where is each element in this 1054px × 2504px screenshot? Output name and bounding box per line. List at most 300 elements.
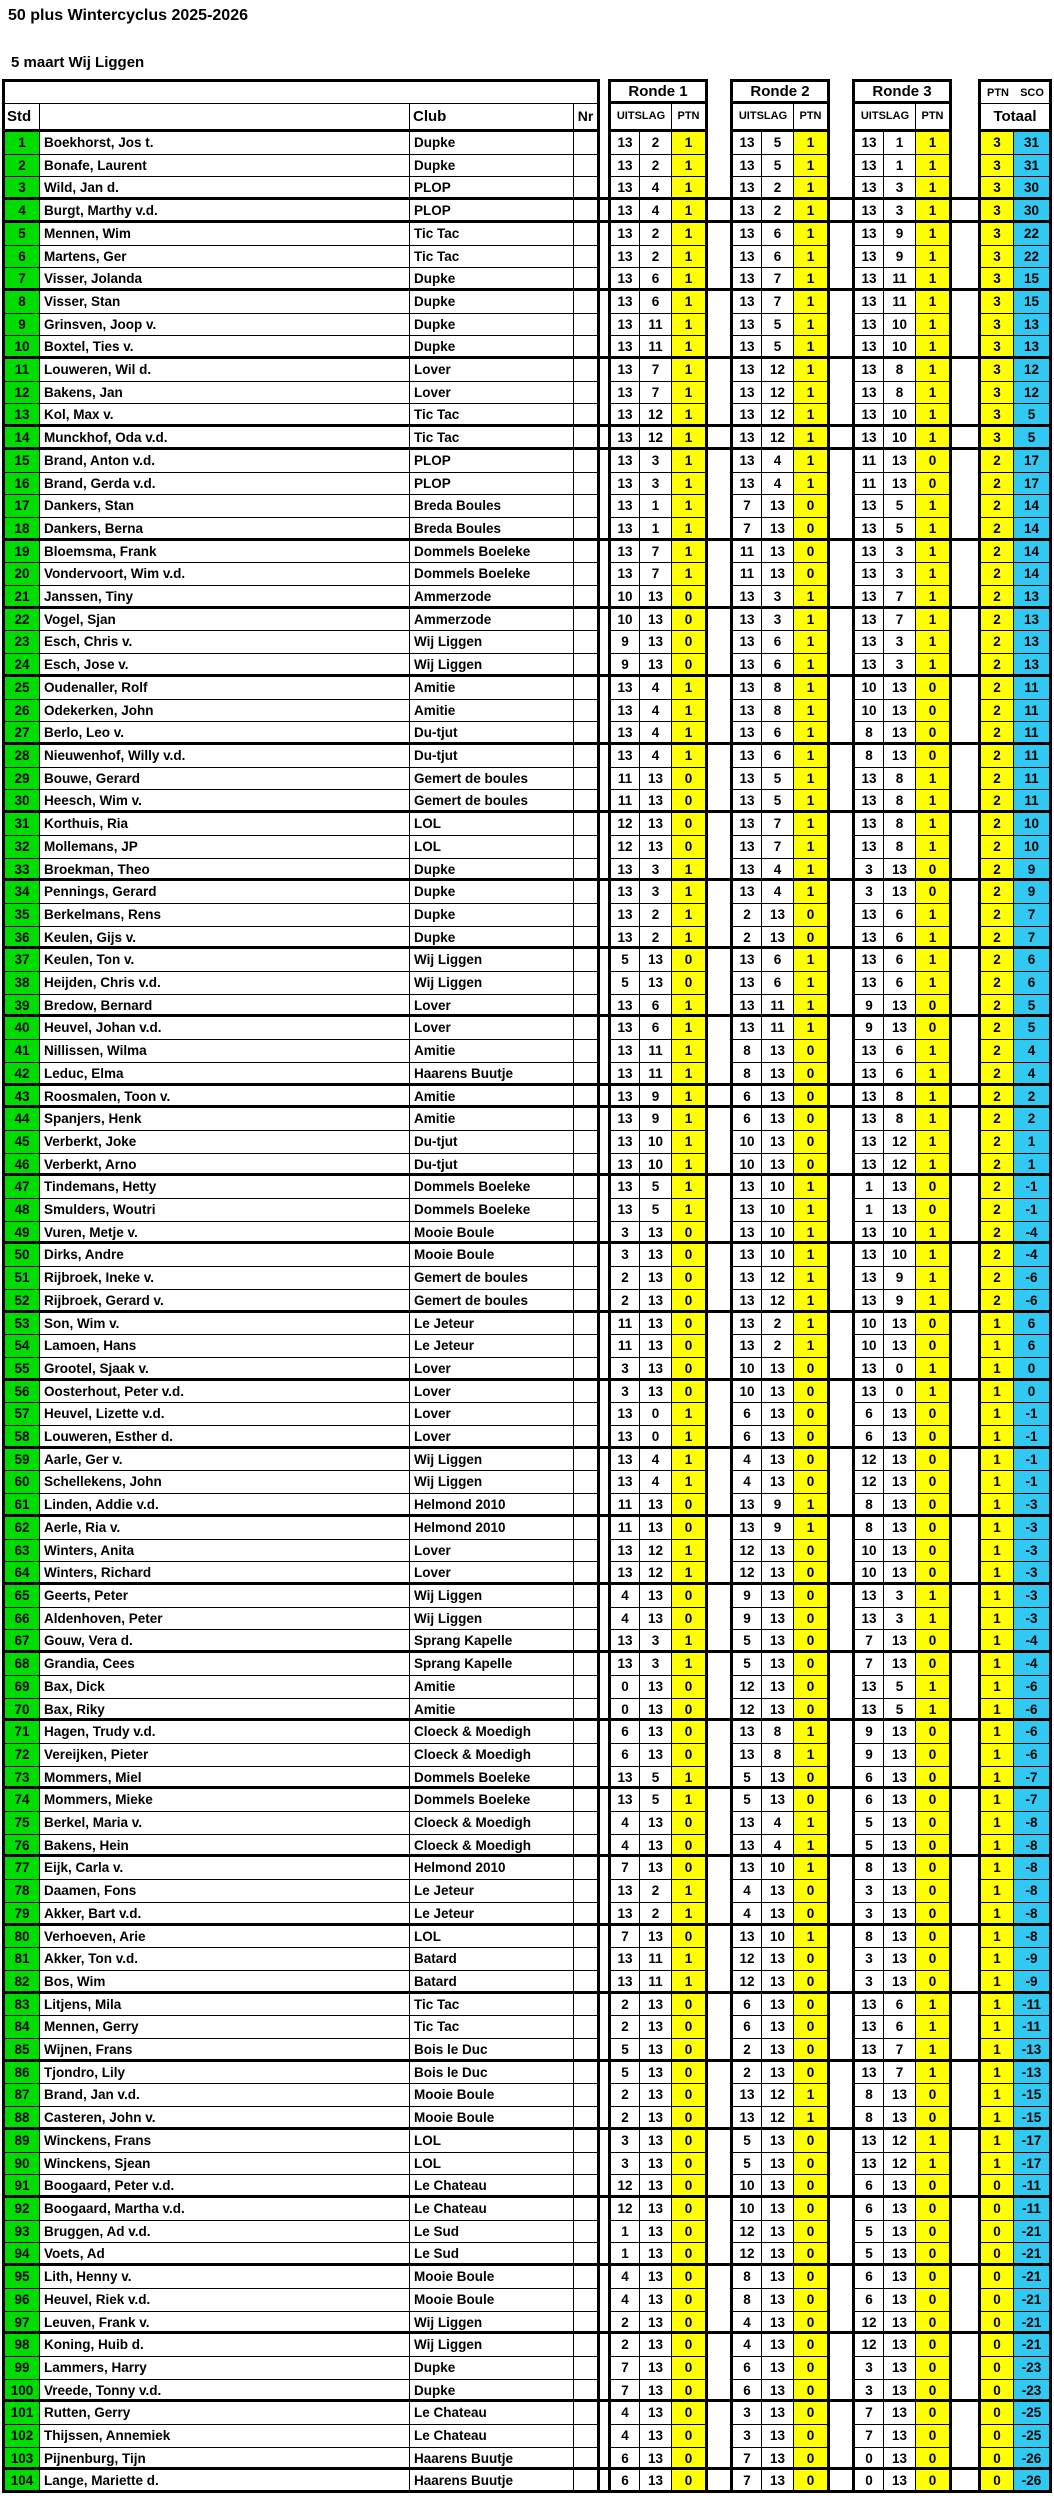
round1-uitslag-against-cell: 13 bbox=[640, 2312, 672, 2335]
round1-ptn-cell: 1 bbox=[672, 200, 708, 223]
round1-uitslag-against-cell: 13 bbox=[640, 1290, 672, 1313]
round2-uitslag-for-cell: 5 bbox=[730, 1653, 762, 1676]
round1-uitslag-for-cell: 13 bbox=[608, 155, 640, 178]
round3-uitslag-against-cell: 7 bbox=[884, 586, 916, 609]
nr-cell bbox=[574, 1676, 600, 1699]
round1-uitslag-for-cell: 5 bbox=[608, 2062, 640, 2085]
player-name-cell: Mollemans, JP bbox=[40, 836, 410, 859]
club-cell: Sprang Kapelle bbox=[410, 1653, 574, 1676]
round2-ptn-cell: 0 bbox=[794, 1971, 830, 1994]
table-row bbox=[2, 1494, 1054, 1517]
round2-ptn-cell: 0 bbox=[794, 904, 830, 927]
gap bbox=[830, 881, 852, 904]
round3-ptn-cell: 1 bbox=[916, 949, 952, 972]
round1-uitslag-against-cell: 4 bbox=[640, 1471, 672, 1494]
totaal-ptn-cell: 0 bbox=[978, 2357, 1014, 2380]
round1-uitslag-against-cell: 13 bbox=[640, 609, 672, 632]
round3-uitslag-against-cell: 3 bbox=[884, 631, 916, 654]
gap bbox=[600, 2084, 608, 2107]
round2-uitslag-against-cell: 6 bbox=[762, 654, 794, 677]
round3-ptn-cell: 0 bbox=[916, 1517, 952, 1540]
club-cell: Dupke bbox=[410, 314, 574, 337]
gap bbox=[600, 2062, 608, 2085]
round3-uitslag-against-cell: 8 bbox=[884, 1108, 916, 1131]
round2-uitslag-for-cell: 13 bbox=[730, 995, 762, 1018]
player-name-cell: Visser, Stan bbox=[40, 291, 410, 314]
round3-ptn-cell: 0 bbox=[916, 1971, 952, 1994]
totaal-ptn-cell: 1 bbox=[978, 2039, 1014, 2062]
round1-ptn-cell: 0 bbox=[672, 1267, 708, 1290]
gap bbox=[952, 859, 978, 882]
round1-uitslag-for-cell: 13 bbox=[608, 700, 640, 723]
gap bbox=[708, 1222, 730, 1245]
totaal-sco-cell: 10 bbox=[1014, 813, 1052, 836]
round3-uitslag-against-cell: 3 bbox=[884, 541, 916, 564]
club-cell: Dupke bbox=[410, 155, 574, 178]
round3-uitslag-for-cell: 10 bbox=[852, 1562, 884, 1585]
round1-uitslag-against-cell: 13 bbox=[640, 813, 672, 836]
gap bbox=[830, 1789, 852, 1812]
club-cell: Mooie Boule bbox=[410, 2107, 574, 2130]
club-cell: Lover bbox=[410, 1381, 574, 1404]
rank-cell: 47 bbox=[2, 1176, 40, 1199]
nr-cell bbox=[574, 1926, 600, 1949]
gap bbox=[600, 2266, 608, 2289]
round2-uitslag-against-cell: 2 bbox=[762, 200, 794, 223]
round3-ptn-cell: 1 bbox=[916, 2039, 952, 2062]
club-cell: LOL bbox=[410, 2153, 574, 2176]
round2-uitslag-for-cell: 4 bbox=[730, 2312, 762, 2335]
round1-ptn-cell: 1 bbox=[672, 473, 708, 496]
header-std: Std bbox=[2, 104, 40, 132]
totaal-ptn-cell: 2 bbox=[978, 1063, 1014, 1086]
round3-uitslag-for-cell: 13 bbox=[852, 1699, 884, 1722]
round2-ptn-cell: 1 bbox=[794, 427, 830, 450]
round3-uitslag-for-cell: 8 bbox=[852, 2084, 884, 2107]
gap bbox=[708, 700, 730, 723]
round3-uitslag-for-cell: 13 bbox=[852, 2016, 884, 2039]
nr-cell bbox=[574, 1313, 600, 1336]
round2-uitslag-for-cell: 13 bbox=[730, 268, 762, 291]
round2-ptn-cell: 1 bbox=[794, 450, 830, 473]
totaal-sco-cell: 2 bbox=[1014, 1086, 1052, 1109]
gap bbox=[830, 1494, 852, 1517]
totaal-ptn-cell: 2 bbox=[978, 881, 1014, 904]
club-cell: Dupke bbox=[410, 859, 574, 882]
player-name-cell: Smulders, Woutri bbox=[40, 1199, 410, 1222]
rank-cell: 86 bbox=[2, 2062, 40, 2085]
gap bbox=[830, 336, 852, 359]
rank-cell: 53 bbox=[2, 1313, 40, 1336]
gap bbox=[830, 768, 852, 791]
totaal-ptn-cell: 2 bbox=[978, 1040, 1014, 1063]
rank-cell: 34 bbox=[2, 881, 40, 904]
round1-uitslag-against-cell: 0 bbox=[640, 1426, 672, 1449]
gap bbox=[952, 2448, 978, 2471]
round1-uitslag-for-cell: 13 bbox=[608, 1630, 640, 1653]
table-row bbox=[2, 1857, 1054, 1880]
round3-ptn-cell: 0 bbox=[916, 2266, 952, 2289]
round3-uitslag-for-cell: 13 bbox=[852, 382, 884, 405]
round3-uitslag-for-cell: 6 bbox=[852, 1403, 884, 1426]
round1-uitslag-for-cell: 13 bbox=[608, 1449, 640, 1472]
gap bbox=[600, 200, 608, 223]
gap bbox=[708, 1040, 730, 1063]
player-name-cell: Dirks, Andre bbox=[40, 1244, 410, 1267]
round2-uitslag-against-cell: 13 bbox=[762, 1540, 794, 1563]
round2-uitslag-against-cell: 10 bbox=[762, 1176, 794, 1199]
totaal-sco-cell: -6 bbox=[1014, 1676, 1052, 1699]
gap bbox=[830, 1540, 852, 1563]
round3-uitslag-for-cell: 5 bbox=[852, 1835, 884, 1858]
round1-uitslag-against-cell: 13 bbox=[640, 2130, 672, 2153]
gap bbox=[830, 223, 852, 246]
round1-uitslag-against-cell: 13 bbox=[640, 768, 672, 791]
round1-uitslag-against-cell: 13 bbox=[640, 2175, 672, 2198]
nr-cell bbox=[574, 1630, 600, 1653]
totaal-sco-cell: -3 bbox=[1014, 1608, 1052, 1631]
round2-ptn-cell: 0 bbox=[794, 495, 830, 518]
gap bbox=[708, 995, 730, 1018]
round1-ptn-cell: 0 bbox=[672, 1358, 708, 1381]
player-name-cell: Boxtel, Ties v. bbox=[40, 336, 410, 359]
gap bbox=[708, 1540, 730, 1563]
round1-uitslag-against-cell: 13 bbox=[640, 1381, 672, 1404]
gap bbox=[600, 1744, 608, 1767]
round2-ptn-cell: 1 bbox=[794, 473, 830, 496]
gap bbox=[952, 1517, 978, 1540]
gap bbox=[600, 995, 608, 1018]
round3-uitslag-for-cell: 12 bbox=[852, 2334, 884, 2357]
totaal-ptn-cell: 0 bbox=[978, 2198, 1014, 2221]
round2-ptn-cell: 1 bbox=[794, 132, 830, 155]
round2-uitslag-against-cell: 13 bbox=[762, 1562, 794, 1585]
round2-uitslag-for-cell: 13 bbox=[730, 881, 762, 904]
totaal-sco-cell: -3 bbox=[1014, 1517, 1052, 1540]
table-row bbox=[2, 132, 1054, 155]
round2-uitslag-for-cell: 13 bbox=[730, 177, 762, 200]
round3-uitslag-for-cell: 13 bbox=[852, 1676, 884, 1699]
round2-uitslag-against-cell: 4 bbox=[762, 1812, 794, 1835]
gap bbox=[952, 2016, 978, 2039]
gap bbox=[830, 404, 852, 427]
round2-uitslag-for-cell: 13 bbox=[730, 677, 762, 700]
round3-ptn-cell: 1 bbox=[916, 541, 952, 564]
round2-ptn-cell: 1 bbox=[794, 813, 830, 836]
round3-uitslag-for-cell: 13 bbox=[852, 541, 884, 564]
totaal-sco-cell: 6 bbox=[1014, 1313, 1052, 1336]
totaal-ptn-cell: 2 bbox=[978, 631, 1014, 654]
round3-uitslag-against-cell: 3 bbox=[884, 563, 916, 586]
round3-ptn-cell: 0 bbox=[916, 1313, 952, 1336]
round1-uitslag-for-cell: 13 bbox=[608, 677, 640, 700]
gap bbox=[952, 1880, 978, 1903]
round1-ptn-cell: 1 bbox=[672, 155, 708, 178]
round1-uitslag-for-cell: 10 bbox=[608, 586, 640, 609]
gap bbox=[708, 972, 730, 995]
header-club: Club bbox=[410, 104, 574, 132]
totaal-ptn-cell: 2 bbox=[978, 972, 1014, 995]
round3-uitslag-for-cell: 8 bbox=[852, 745, 884, 768]
round1-uitslag-for-cell: 3 bbox=[608, 2130, 640, 2153]
gap bbox=[708, 2289, 730, 2312]
totaal-sco-cell: 4 bbox=[1014, 1040, 1052, 1063]
gap bbox=[952, 2357, 978, 2380]
totaal-ptn-cell: 3 bbox=[978, 223, 1014, 246]
round2-uitslag-for-cell: 13 bbox=[730, 1812, 762, 1835]
totaal-ptn-cell: 3 bbox=[978, 427, 1014, 450]
round1-uitslag-against-cell: 6 bbox=[640, 1017, 672, 1040]
gap bbox=[830, 2425, 852, 2448]
gap bbox=[830, 1449, 852, 1472]
round2-uitslag-against-cell: 6 bbox=[762, 972, 794, 995]
round2-ptn-cell: 0 bbox=[794, 1903, 830, 1926]
gap bbox=[600, 1835, 608, 1858]
rank-cell: 33 bbox=[2, 859, 40, 882]
round2-uitslag-against-cell: 13 bbox=[762, 1426, 794, 1449]
round2-uitslag-against-cell: 13 bbox=[762, 2243, 794, 2266]
gap bbox=[708, 1676, 730, 1699]
round3-uitslag-for-cell: 10 bbox=[852, 1313, 884, 1336]
round3-uitslag-for-cell: 13 bbox=[852, 1244, 884, 1267]
round1-uitslag-against-cell: 1 bbox=[640, 495, 672, 518]
gap bbox=[600, 790, 608, 813]
player-name-cell: Verberkt, Arno bbox=[40, 1154, 410, 1177]
round3-uitslag-against-cell: 6 bbox=[884, 1063, 916, 1086]
round2-uitslag-against-cell: 12 bbox=[762, 382, 794, 405]
rank-cell: 63 bbox=[2, 1540, 40, 1563]
round1-uitslag-against-cell: 13 bbox=[640, 2357, 672, 2380]
gap bbox=[952, 1449, 978, 1472]
round2-uitslag-against-cell: 13 bbox=[762, 1086, 794, 1109]
round1-ptn-cell: 0 bbox=[672, 2084, 708, 2107]
table-row bbox=[2, 2380, 1054, 2403]
round2-uitslag-against-cell: 13 bbox=[762, 2039, 794, 2062]
round2-ptn-cell: 1 bbox=[794, 336, 830, 359]
round2-ptn-cell: 0 bbox=[794, 1994, 830, 2017]
player-name-cell: Rijbroek, Gerard v. bbox=[40, 1290, 410, 1313]
club-cell: Lover bbox=[410, 382, 574, 405]
round1-uitslag-for-cell: 11 bbox=[608, 1313, 640, 1336]
totaal-ptn-cell: 2 bbox=[978, 859, 1014, 882]
gap bbox=[708, 2039, 730, 2062]
round1-ptn-cell: 0 bbox=[672, 1721, 708, 1744]
player-name-cell: Bredow, Bernard bbox=[40, 995, 410, 1018]
rank-cell: 98 bbox=[2, 2334, 40, 2357]
rank-cell: 66 bbox=[2, 1608, 40, 1631]
round1-uitslag-against-cell: 13 bbox=[640, 1812, 672, 1835]
nr-cell bbox=[574, 881, 600, 904]
gap bbox=[952, 2334, 978, 2357]
round2-uitslag-against-cell: 13 bbox=[762, 2334, 794, 2357]
round1-ptn-cell: 1 bbox=[672, 1403, 708, 1426]
rank-cell: 88 bbox=[2, 2107, 40, 2130]
player-name-cell: Schellekens, John bbox=[40, 1471, 410, 1494]
round3-uitslag-for-cell: 13 bbox=[852, 1290, 884, 1313]
club-cell: Tic Tac bbox=[410, 223, 574, 246]
round1-uitslag-against-cell: 10 bbox=[640, 1131, 672, 1154]
gap bbox=[830, 2221, 852, 2244]
round3-uitslag-against-cell: 13 bbox=[884, 1971, 916, 1994]
round2-ptn-cell: 1 bbox=[794, 1494, 830, 1517]
table-row bbox=[2, 2107, 1054, 2130]
round1-uitslag-against-cell: 13 bbox=[640, 2084, 672, 2107]
header-ronde3: Ronde 3 bbox=[852, 79, 952, 104]
round2-ptn-cell: 0 bbox=[794, 2357, 830, 2380]
gap bbox=[830, 859, 852, 882]
round1-uitslag-against-cell: 13 bbox=[640, 1608, 672, 1631]
rank-cell: 8 bbox=[2, 291, 40, 314]
table-row bbox=[2, 200, 1054, 223]
gap bbox=[708, 654, 730, 677]
round2-ptn-cell: 1 bbox=[794, 790, 830, 813]
gap bbox=[952, 1108, 978, 1131]
round1-ptn-cell: 0 bbox=[672, 1222, 708, 1245]
round1-uitslag-against-cell: 13 bbox=[640, 2402, 672, 2425]
round3-uitslag-for-cell: 3 bbox=[852, 881, 884, 904]
gap bbox=[830, 1721, 852, 1744]
gap bbox=[952, 1653, 978, 1676]
gap bbox=[708, 2357, 730, 2380]
round2-uitslag-for-cell: 13 bbox=[730, 949, 762, 972]
gap bbox=[952, 995, 978, 1018]
player-name-cell: Roosmalen, Toon v. bbox=[40, 1086, 410, 1109]
round2-uitslag-against-cell: 5 bbox=[762, 790, 794, 813]
round3-ptn-cell: 1 bbox=[916, 2062, 952, 2085]
table-row bbox=[2, 1585, 1054, 1608]
nr-cell bbox=[574, 1017, 600, 1040]
gap bbox=[708, 1789, 730, 1812]
round3-ptn-cell: 1 bbox=[916, 246, 952, 269]
player-name-cell: Lamoen, Hans bbox=[40, 1335, 410, 1358]
gap bbox=[830, 1108, 852, 1131]
rank-cell: 87 bbox=[2, 2084, 40, 2107]
gap bbox=[600, 2175, 608, 2198]
round1-uitslag-for-cell: 13 bbox=[608, 1767, 640, 1790]
club-cell: Dommels Boeleke bbox=[410, 1199, 574, 1222]
gap bbox=[708, 155, 730, 178]
gap bbox=[600, 904, 608, 927]
table-row bbox=[2, 745, 1054, 768]
round2-ptn-cell: 0 bbox=[794, 1426, 830, 1449]
gap bbox=[952, 1835, 978, 1858]
totaal-ptn-cell: 3 bbox=[978, 336, 1014, 359]
page-subtitle: 5 maart Wij Liggen bbox=[11, 54, 145, 71]
round3-uitslag-against-cell: 12 bbox=[884, 2153, 916, 2176]
round2-uitslag-for-cell: 5 bbox=[730, 1630, 762, 1653]
round3-ptn-cell: 0 bbox=[916, 1176, 952, 1199]
round3-ptn-cell: 1 bbox=[916, 904, 952, 927]
gap bbox=[600, 155, 608, 178]
club-cell: Lover bbox=[410, 359, 574, 382]
round3-uitslag-for-cell: 13 bbox=[852, 132, 884, 155]
club-cell: Le Jeteur bbox=[410, 1335, 574, 1358]
round3-uitslag-against-cell: 13 bbox=[884, 1449, 916, 1472]
round3-ptn-cell: 0 bbox=[916, 2334, 952, 2357]
gap bbox=[830, 609, 852, 632]
totaal-ptn-cell: 1 bbox=[978, 1540, 1014, 1563]
round3-uitslag-against-cell: 8 bbox=[884, 382, 916, 405]
round2-uitslag-for-cell: 7 bbox=[730, 495, 762, 518]
round1-uitslag-for-cell: 2 bbox=[608, 1290, 640, 1313]
round1-uitslag-for-cell: 13 bbox=[608, 427, 640, 450]
round1-uitslag-against-cell: 13 bbox=[640, 1994, 672, 2017]
round2-uitslag-for-cell: 11 bbox=[730, 541, 762, 564]
totaal-ptn-cell: 1 bbox=[978, 1517, 1014, 1540]
round3-uitslag-for-cell: 6 bbox=[852, 1767, 884, 1790]
gap bbox=[600, 563, 608, 586]
round3-uitslag-against-cell: 13 bbox=[884, 1017, 916, 1040]
player-name-cell: Dankers, Stan bbox=[40, 495, 410, 518]
rank-cell: 41 bbox=[2, 1040, 40, 1063]
round3-uitslag-for-cell: 8 bbox=[852, 722, 884, 745]
gap bbox=[600, 1040, 608, 1063]
round3-uitslag-against-cell: 9 bbox=[884, 1290, 916, 1313]
round2-uitslag-for-cell: 2 bbox=[730, 927, 762, 950]
round3-uitslag-against-cell: 13 bbox=[884, 1540, 916, 1563]
round1-uitslag-for-cell: 13 bbox=[608, 1562, 640, 1585]
table-row bbox=[2, 1358, 1054, 1381]
table-row bbox=[2, 1994, 1054, 2017]
round1-ptn-cell: 0 bbox=[672, 2039, 708, 2062]
round2-ptn-cell: 0 bbox=[794, 1154, 830, 1177]
table-row bbox=[2, 1131, 1054, 1154]
totaal-sco-cell: 13 bbox=[1014, 314, 1052, 337]
round2-ptn-cell: 0 bbox=[794, 2243, 830, 2266]
round3-uitslag-against-cell: 13 bbox=[884, 450, 916, 473]
round3-ptn-cell: 0 bbox=[916, 881, 952, 904]
round3-uitslag-for-cell: 5 bbox=[852, 2221, 884, 2244]
round2-uitslag-for-cell: 13 bbox=[730, 1313, 762, 1336]
totaal-sco-cell: 6 bbox=[1014, 972, 1052, 995]
gap bbox=[952, 518, 978, 541]
nr-cell bbox=[574, 359, 600, 382]
round1-ptn-cell: 1 bbox=[672, 1086, 708, 1109]
totaal-ptn-cell: 2 bbox=[978, 450, 1014, 473]
round3-ptn-cell: 0 bbox=[916, 1471, 952, 1494]
table-row bbox=[2, 336, 1054, 359]
round2-uitslag-for-cell: 13 bbox=[730, 132, 762, 155]
round3-uitslag-for-cell: 13 bbox=[852, 949, 884, 972]
table-row bbox=[2, 1154, 1054, 1177]
gap bbox=[952, 1857, 978, 1880]
gap bbox=[830, 79, 852, 104]
gap bbox=[600, 768, 608, 791]
round1-uitslag-for-cell: 2 bbox=[608, 1267, 640, 1290]
round1-uitslag-against-cell: 13 bbox=[640, 1585, 672, 1608]
gap bbox=[600, 1017, 608, 1040]
player-name-cell: Bakens, Hein bbox=[40, 1835, 410, 1858]
totaal-sco-cell: 5 bbox=[1014, 1017, 1052, 1040]
round2-ptn-cell: 1 bbox=[794, 949, 830, 972]
round3-uitslag-for-cell: 13 bbox=[852, 563, 884, 586]
gap bbox=[952, 1789, 978, 1812]
totaal-sco-cell: -1 bbox=[1014, 1471, 1052, 1494]
round2-uitslag-against-cell: 9 bbox=[762, 1494, 794, 1517]
club-cell: Wij Liggen bbox=[410, 1608, 574, 1631]
round1-uitslag-against-cell: 13 bbox=[640, 1358, 672, 1381]
round2-uitslag-against-cell: 13 bbox=[762, 1358, 794, 1381]
table-row bbox=[2, 995, 1054, 1018]
gap bbox=[830, 1630, 852, 1653]
gap bbox=[830, 1653, 852, 1676]
round3-uitslag-against-cell: 9 bbox=[884, 223, 916, 246]
round2-uitslag-against-cell: 8 bbox=[762, 1744, 794, 1767]
nr-cell bbox=[574, 223, 600, 246]
round1-ptn-cell: 0 bbox=[672, 631, 708, 654]
round1-uitslag-for-cell: 1 bbox=[608, 2243, 640, 2266]
gap bbox=[952, 904, 978, 927]
